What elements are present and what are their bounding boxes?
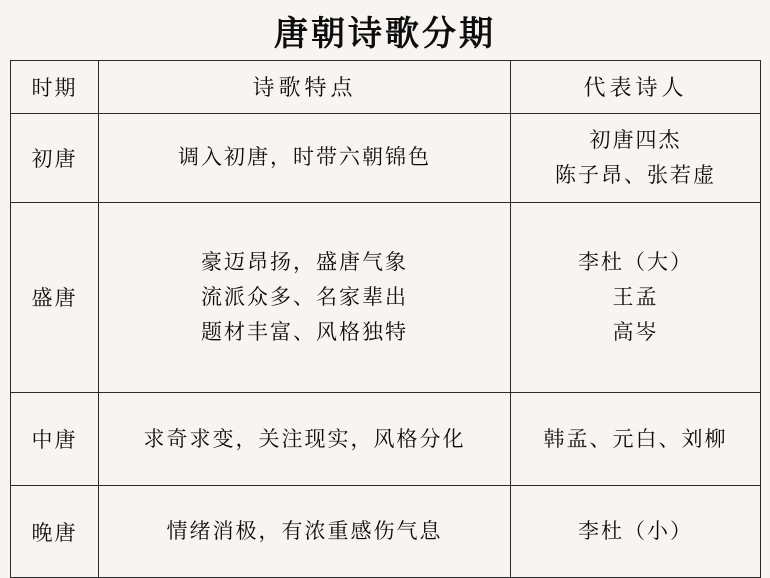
cell-features bbox=[99, 203, 511, 392]
cell-poets bbox=[511, 486, 761, 578]
feature-line: 豪迈昂扬，盛唐气象 bbox=[201, 250, 408, 275]
poet-line: 李杜（小） bbox=[578, 519, 693, 544]
cell-poets bbox=[511, 203, 761, 392]
feature-line: 题材丰富、风格独特 bbox=[201, 319, 408, 344]
poet-line: 陈子昂、张若虚 bbox=[555, 162, 716, 187]
table-row bbox=[11, 392, 761, 486]
cell-poets bbox=[511, 113, 761, 203]
cell-poets bbox=[511, 392, 761, 486]
poet-line: 韩孟、元白、刘柳 bbox=[543, 426, 728, 451]
table-header-row bbox=[11, 61, 761, 114]
table-row bbox=[11, 113, 761, 203]
table-row bbox=[11, 486, 761, 578]
cell-period: 盛唐 bbox=[11, 203, 99, 392]
feature-line: 调入初唐，时带六朝锦色 bbox=[178, 145, 431, 170]
column-header-poets: 代表诗人 bbox=[511, 61, 761, 114]
poet-line: 高岑 bbox=[612, 319, 659, 344]
poet-line: 王孟 bbox=[612, 285, 659, 310]
tang-poetry-periods-table bbox=[10, 60, 761, 578]
table-row bbox=[11, 203, 761, 392]
column-header-period: 时期 bbox=[11, 61, 99, 114]
feature-line: 情绪消极，有浓重感伤气息 bbox=[166, 519, 443, 544]
poet-line: 李杜（大） bbox=[578, 250, 693, 275]
poet-line: 初唐四杰 bbox=[589, 128, 682, 153]
page-title: 唐朝诗歌分期 bbox=[274, 13, 496, 54]
document-title-bar bbox=[0, 0, 770, 60]
cell-features bbox=[99, 113, 511, 203]
cell-period: 中唐 bbox=[11, 392, 99, 486]
feature-line: 流派众多、名家辈出 bbox=[201, 285, 408, 310]
column-header-features: 诗歌特点 bbox=[99, 61, 511, 114]
cell-period: 初唐 bbox=[11, 113, 99, 203]
feature-line: 求奇求变，关注现实，风格分化 bbox=[143, 426, 466, 451]
cell-features bbox=[99, 486, 511, 578]
cell-features bbox=[99, 392, 511, 486]
cell-period: 晚唐 bbox=[11, 486, 99, 578]
